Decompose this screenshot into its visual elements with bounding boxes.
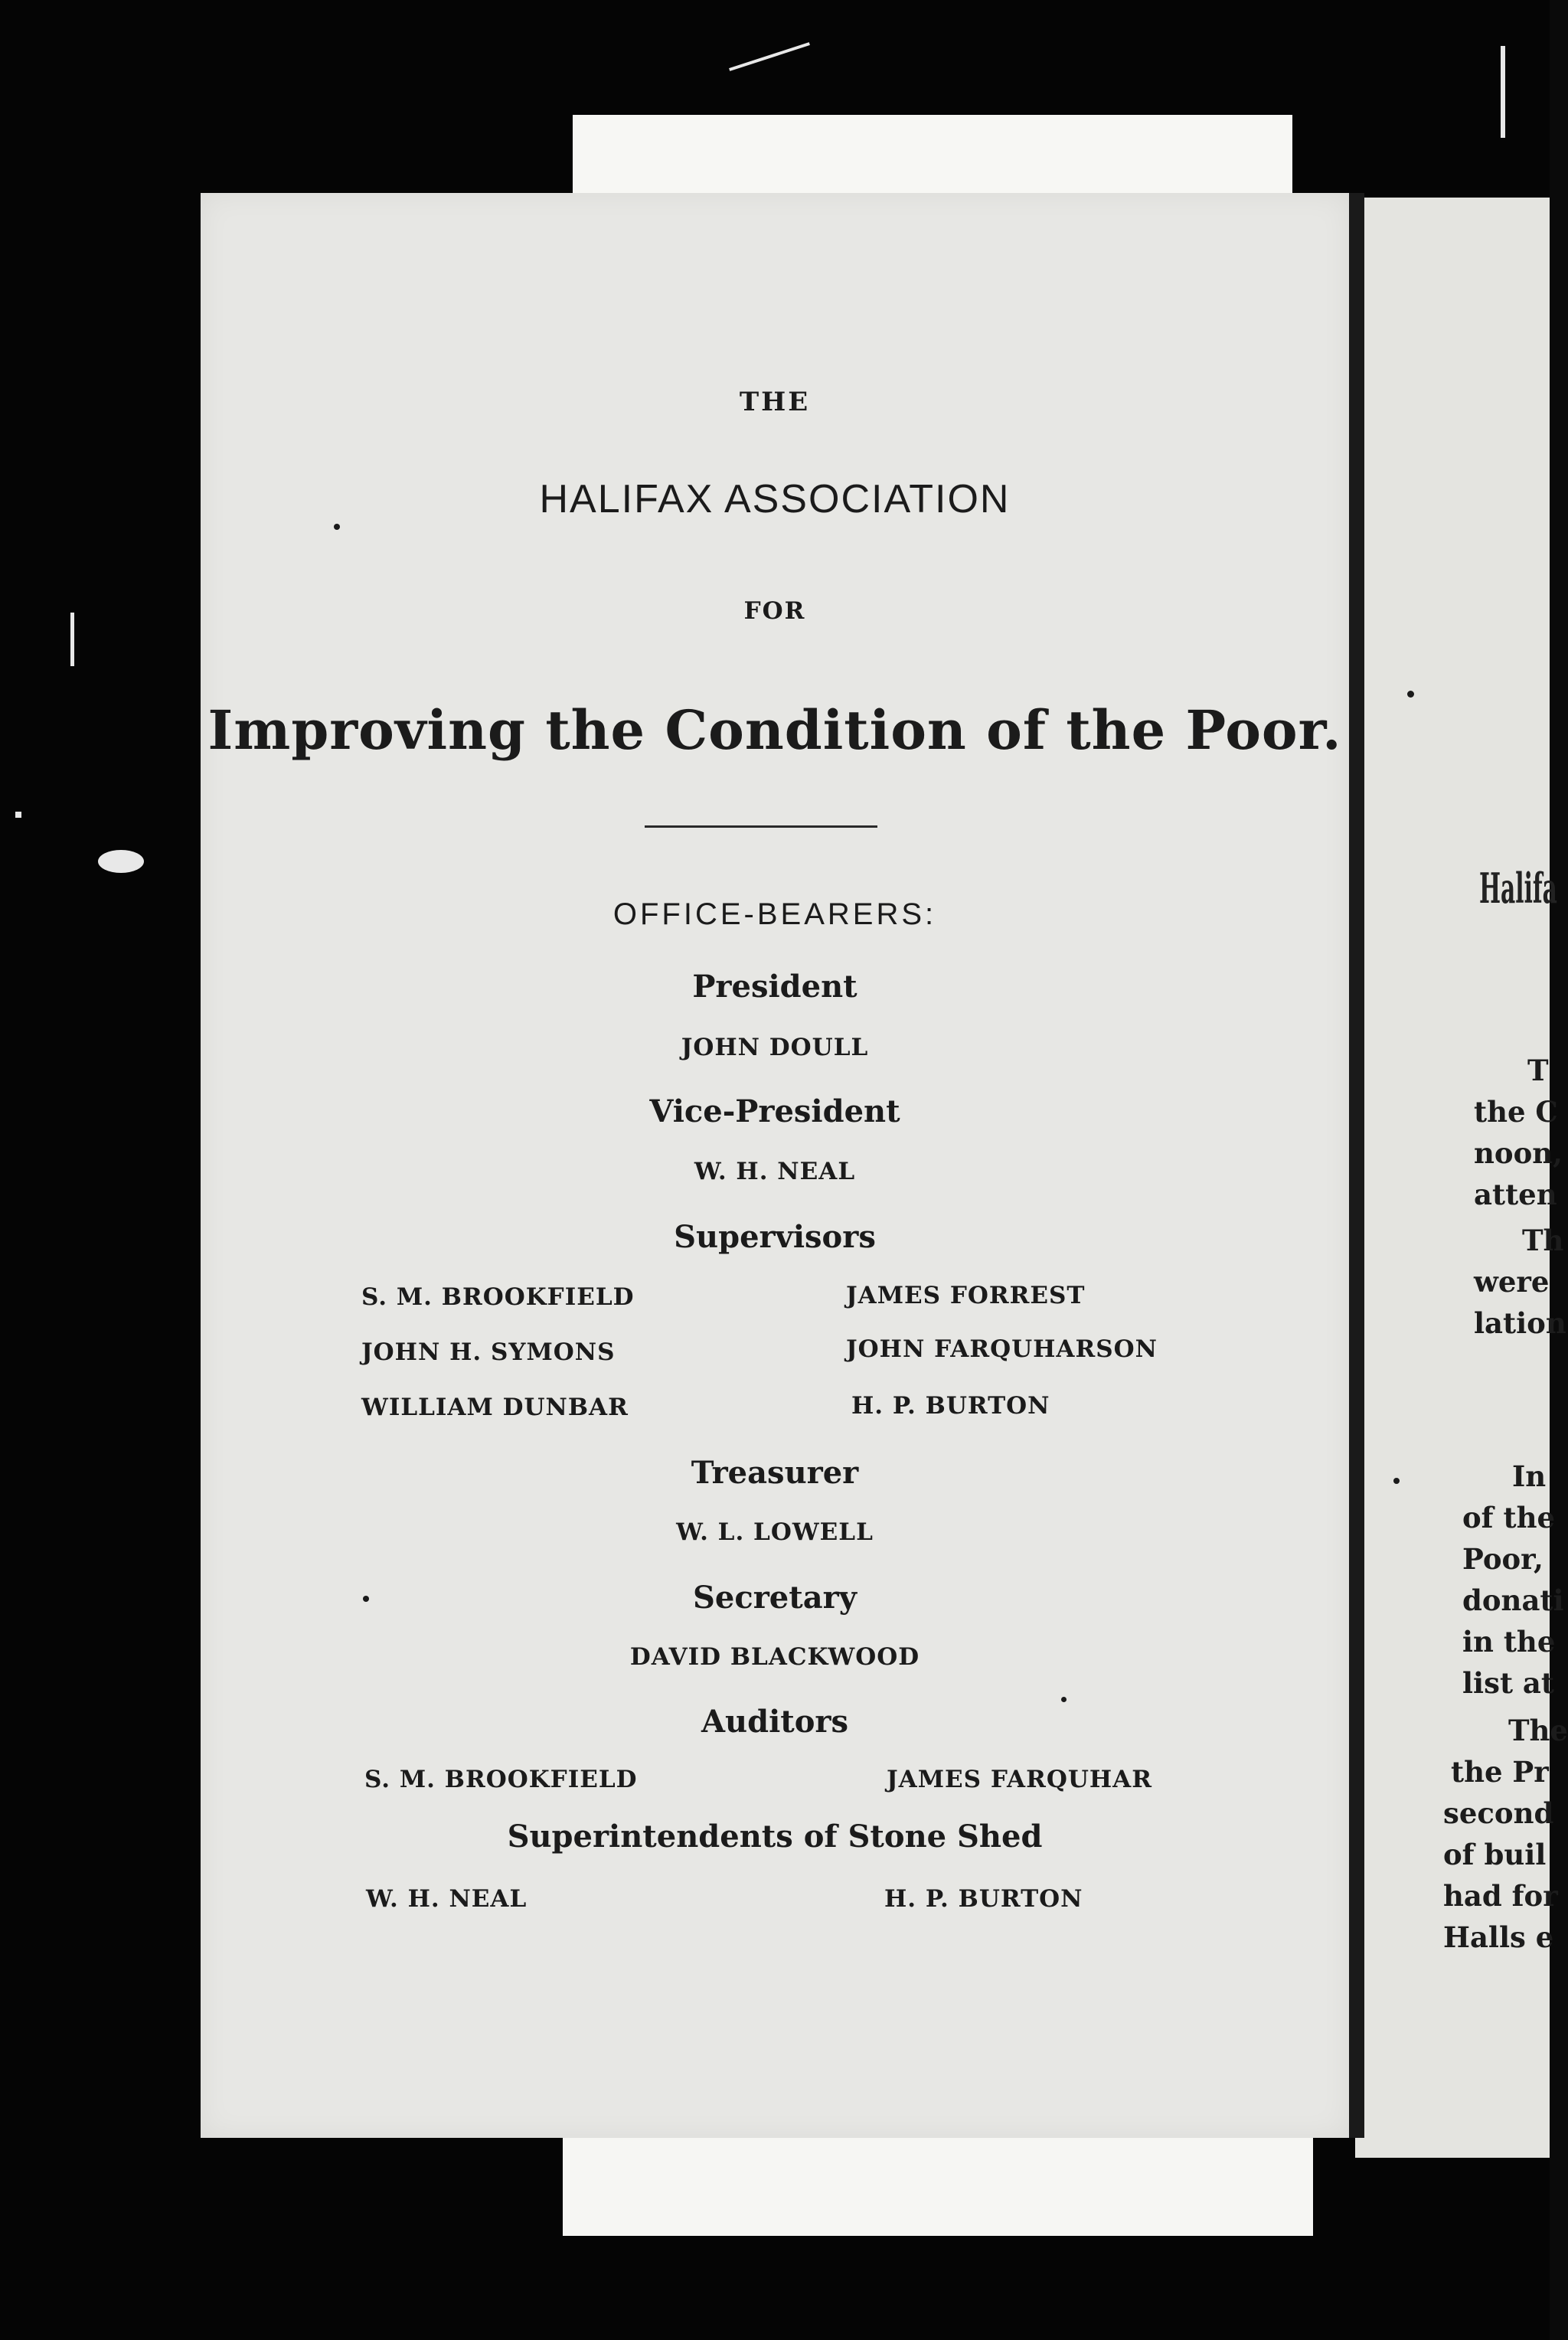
title-divider — [645, 825, 877, 828]
scan-speck — [1407, 691, 1414, 698]
header-the: THE — [739, 387, 811, 417]
supervisors-heading: Supervisors — [674, 1219, 876, 1255]
next-page — [1355, 198, 1568, 2158]
auditor-name: JAMES FARQUHAR — [887, 1766, 1152, 1793]
president-heading: President — [692, 969, 858, 1005]
auditors-heading: Auditors — [701, 1704, 849, 1740]
next-page-line: were — [1474, 1265, 1550, 1299]
secretary-name: DAVID BLACKWOOD — [629, 1643, 920, 1671]
next-page-line: the C — [1474, 1095, 1558, 1129]
next-page-line: of the — [1462, 1501, 1556, 1534]
next-page-line: Halls e — [1443, 1920, 1554, 1954]
next-page-line: list at — [1462, 1666, 1554, 1700]
supervisor-name: S. M. BROOKFIELD — [361, 1283, 635, 1311]
scan-mark — [1501, 46, 1505, 138]
next-page-line: in the — [1462, 1625, 1556, 1659]
scan-speck — [1061, 1697, 1067, 1702]
secretary-heading: Secretary — [693, 1580, 857, 1616]
document-title: Improving the Condition of the Poor. — [207, 698, 1342, 762]
stone-shed-name: H. P. BURTON — [884, 1885, 1083, 1913]
next-page-line: The — [1508, 1714, 1568, 1747]
next-page-line: T — [1527, 1054, 1549, 1087]
supervisor-name: JAMES FORREST — [846, 1282, 1086, 1309]
next-page-line: of buil — [1443, 1838, 1547, 1871]
scan-mark — [98, 850, 144, 873]
header-for: FOR — [743, 597, 806, 625]
supervisor-name: WILLIAM DUNBAR — [361, 1394, 629, 1421]
president-name: JOHN DOULL — [681, 1034, 869, 1061]
treasurer-name: W. L. LOWELL — [676, 1518, 874, 1546]
supervisor-name: H. P. BURTON — [851, 1392, 1050, 1420]
stone-shed-name: W. H. NEAL — [366, 1885, 528, 1913]
next-page-line: lation — [1474, 1306, 1566, 1340]
scan-speck — [1393, 1478, 1400, 1484]
next-page-line: noon, — [1474, 1136, 1563, 1170]
next-page-line: second — [1443, 1796, 1554, 1830]
next-page-line: Th — [1522, 1224, 1564, 1257]
stone-shed-heading: Superintendents of Stone Shed — [507, 1819, 1043, 1855]
treasurer-heading: Treasurer — [691, 1455, 859, 1491]
scan-speck — [363, 1596, 369, 1602]
office-bearers-heading: OFFICE-BEARERS: — [612, 897, 937, 931]
vice-president-heading: Vice-President — [649, 1093, 900, 1129]
next-page-line: donati — [1462, 1583, 1564, 1617]
next-page-line: atten — [1474, 1178, 1557, 1211]
scan-mark — [70, 613, 74, 666]
supervisor-name: JOHN FARQUHARSON — [846, 1335, 1158, 1363]
auditor-name: S. M. BROOKFIELD — [364, 1766, 638, 1793]
association-name: HALIFAX ASSOCIATION — [539, 477, 1011, 521]
next-page-line: the Pr — [1451, 1755, 1549, 1789]
page-edge-shadow — [1349, 193, 1364, 2138]
scan-speck — [334, 524, 340, 530]
next-page-line: Poor, — [1462, 1542, 1544, 1576]
supervisor-name: JOHN H. SYMONS — [361, 1338, 616, 1366]
paper-tab-bottom — [563, 2136, 1313, 2236]
vice-president-name: W. H. NEAL — [694, 1158, 856, 1185]
next-page-heading: Halifa — [1479, 864, 1557, 913]
scan-mark — [15, 812, 21, 818]
next-page-line: In — [1512, 1459, 1547, 1493]
next-page-line: had for — [1443, 1879, 1558, 1913]
